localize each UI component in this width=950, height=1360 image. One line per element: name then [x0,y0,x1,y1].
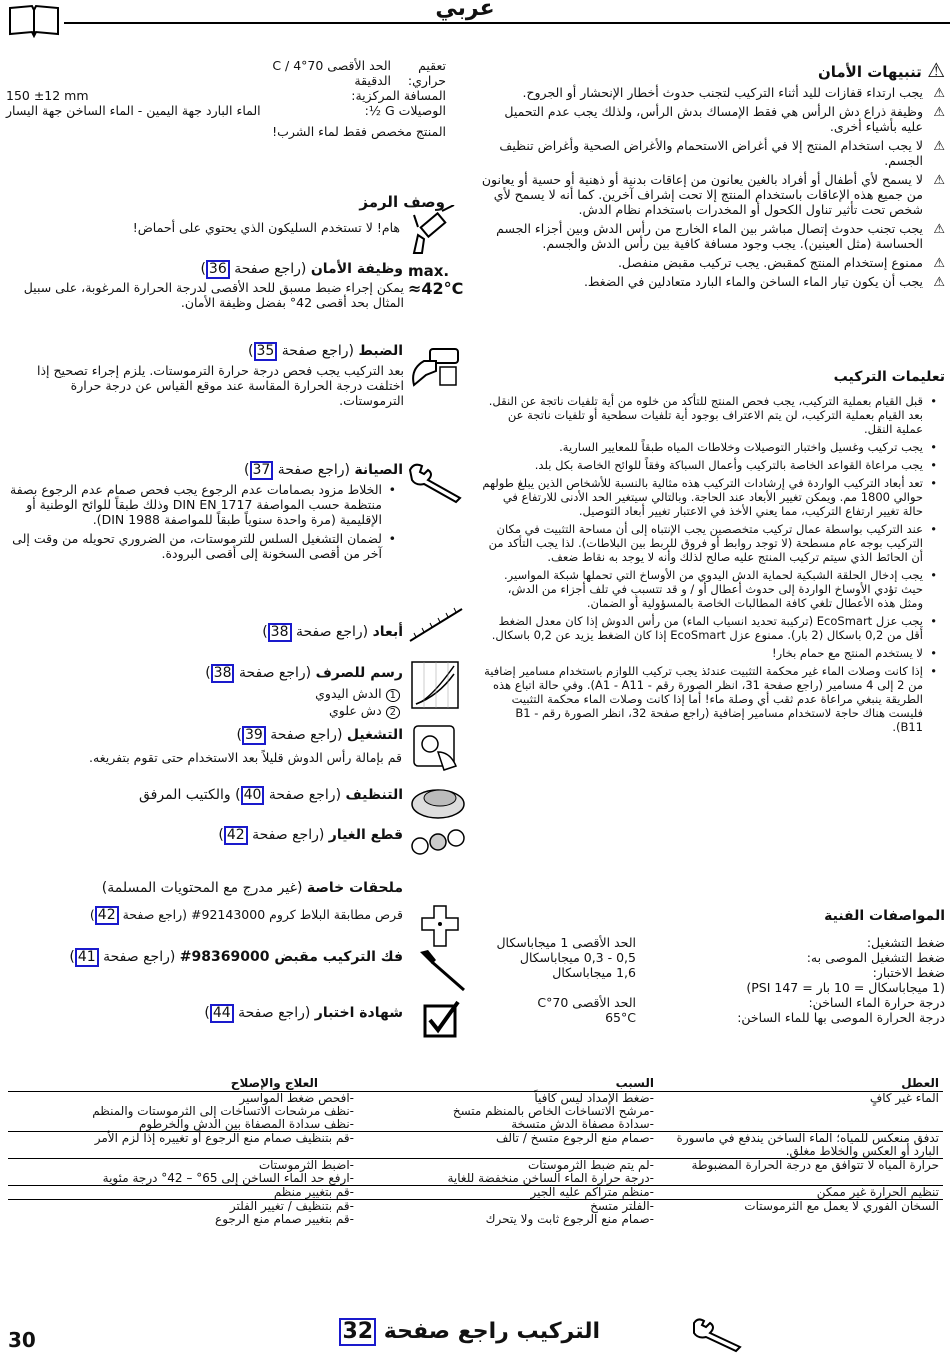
list-item: 1 الدش اليدوي [250,686,400,703]
remedy-cell: -افحص ضغط المواسير [8,1092,358,1106]
dismantle-heading: فك التركيب مقبض 98369000# (راجع صفحة 41) [40,948,403,967]
page-ref-38[interactable]: 38 [268,623,292,642]
ruler-icon [408,605,464,645]
see-page-text: (راجع صفحة [281,343,354,359]
silicone-gun-icon [412,205,456,255]
warning-icon: ⚠ [933,222,945,237]
warning-icon: ⚠ [933,275,945,290]
fault-cell: السخان الفوري لا يعمل مع الثرموستات [658,1200,943,1227]
list-item: • يجب تركيب وغسيل واختبار التوصيلات وخلاطات المياه طبقاً للمعايير السارية. [559,440,937,454]
page-ref-35[interactable]: 35 [254,342,278,361]
warning-icon: ⚠ [933,256,945,271]
list-item: • يجب عزل EcoSmart (تركيبة تحديد انسياب الماء) من رأس الدوش إذا كان معدل الضغط أقل من 0,2 باسكال (2 بار). ممنوع عزل EcoSmart إذا كان الضغط يزيد عن 0,2 باسكال. [491,614,937,642]
spec-row: درجة الحرارة الموصى بها للماء الساخن: 65°C [605,1010,945,1025]
safety-title-row [600,58,945,82]
warning-icon: ⚠ [933,173,945,188]
remedy-cell: -نظف سدادة المصفاة بين الدش والخرطوم [138,1117,354,1131]
table-row [8,1159,943,1173]
page-ref-32[interactable]: 32 [339,1318,376,1346]
checkmark-box-icon [422,1000,462,1040]
list-item: 2 دش علوي [250,703,400,720]
thermostat-adjust-icon [406,345,462,389]
accessories-heading [60,880,403,896]
thermal-label: تعقيم حراري: [407,58,446,88]
list-item: ⚠ لا يسمح لأي أطفال أو أفراد بالغين يعانون من إعاقات بدنية أو ذهنية أو حسية أو يعانون من جميع هذه الإعاقات باستخدام المنتج إلا تحت إشراف آخرين. كما أنه لا يسمح لأي شخص تحت تأثير تناول الكحول أو المخدرات باستخدام نظام الدش. [481,172,945,217]
troubleshooting-table-wrap [8,1075,943,1226]
page-ref-37[interactable]: 37 [250,461,274,480]
specs-table [486,935,945,1025]
see-page-text: (راجع صفحة [122,907,188,922]
adjustment-title: الضبط [358,343,403,359]
cause-cell: -منظم متراكم عليه الجير [358,1186,658,1200]
list-item: ⚠ يجب ارتداء قفازات لليد أثناء التركيب لتجنب حدوث أخطار الإنحشار أو الجروح. [522,85,945,101]
max-temp-value: ≈42°C [408,279,464,298]
list-item: • لا يستخدم المنتج مع حمام بخار! [771,646,937,660]
certificate-heading: شهادة اختبار (راجع صفحة 44) [150,1004,403,1023]
drinking-water-note: المنتج مخصص فقط لماء الشرب! [272,124,446,139]
maintenance-heading: الصيانة (راجع صفحة 37) [150,461,403,480]
distance-value: 150 ±12 mm [6,88,89,103]
maintenance-title: الصيانة [354,462,403,478]
list-item: • يجب إدخال الحلقة الشبكية لحماية الدش اليدوي من الأوساخ التي تحملها شبكة المواسير. حيث تؤدي الأوساخ الواردة إلى حدوث أعطال أو / و قد تتسبب في تلف أجزاء من الدش، ومثل هذه الأعطال تلغي كافة المطالبات الخاصة بالمسؤولية أو الضمان. [503,568,937,610]
specs-title: المواصفات الفنية [824,908,945,924]
cause-cell: -سدادة مصفاة الدش متسخة [511,1117,654,1131]
warning-triangle-icon: ⚠ [927,58,945,82]
page-ref-42-acc[interactable]: 42 [95,906,119,925]
list-item: • لضمان التشغيل السلس للترموستات، من الضروري تحويله من وقت إلى آخر من أقصى السخونة إلى أقصى البرودة. [12,531,396,561]
language-title: عربي [430,0,500,21]
see-page-text: (راجع صفحة [238,665,312,681]
spare-parts-heading: قطع الغيار (راجع صفحة 42) [150,826,403,845]
footer-install-ref [300,1318,600,1346]
column-header-remedy: العلاج والإصلاح [8,1075,358,1092]
screwdriver-icon [416,948,468,994]
accessories-line: قرص مطابقة البلاط كروم 92143000# (راجع صفحة 42) [60,906,403,925]
cause-cell: -صمام منع الرجوع ثابت ولا يتحرك [485,1212,654,1226]
remedy-cell: -نظف مرشحات الاتساخات إلى الثرموستات والمنظم [92,1104,354,1118]
see-page-text: (راجع صفحة [238,1005,311,1021]
remedy-cell: -قم بتنظيف صمام منع الرجوع أو تغييره إذا لزم الأمر [8,1132,358,1159]
connections-value: الماء البارد جهة اليمين - الماء الساخن جهة اليسار [6,103,261,118]
list-item: ⚠ يجب تجنب حدوث إتصال مباشر بين الماء الخارج من رأس الدش وبين أجزاء الجسم الحساسة (مثل العينين). يجب وجود مسافة كافية بين رأس الدش والجسم. [496,221,945,251]
spec-row: ضغط الاختبار: 1,6 ميجاباسكال [552,965,945,980]
list-item: • قبل القيام بعملية التركيب، يجب فحص المنتج للتأكد من خلوه من أية تلفيات ناتجة عن النقل. بعد القيام بعملية التركيب، لن يتم الاعتراف بوجود أية تلفيات سطحية أو تلفيات ناتجة عن عملية النقل. [488,394,937,436]
certificate-title: شهادة اختبار [314,1005,403,1021]
safety-function-heading: وظيفة الأمان (راجع صفحة 36) [150,260,403,279]
list-item: • إذا كانت وصلات الماء غير محكمة التثبيت عندئذ يجب تركيب اللوازم باستخدام مسامير إضافية من 2 إلى 4 مسامير (راجع صفحة 31، انظر الصورة رقم - A1 - A11). وفي حالة اتباع هذه الطريقة ينبغي مراعاة عدم ثقب أي وصلة ماء! أما إذا كانت وصلات الماء محكمة التثبيت فليست هناك حاجة لاستخدام مسامير إضافية (راجع صفحة 32، انظر الصورة رقم B1 - B11). [484,664,937,734]
installation-list [482,394,945,738]
adjustment-heading: الضبط (راجع صفحة 35) [150,342,403,361]
page-ref-41[interactable]: 41 [75,948,99,967]
see-page-text: (راجع صفحة [270,727,343,743]
see-page-text: (راجع صفحة [295,624,369,640]
cause-cell: -صمام منع الرجوع متسخ / تالف [358,1132,658,1159]
adjustment-text: بعد التركيب يجب فحص درجة حرارة الترموستات. يلزم إجراء تصحيح إذا اختلفت درجة الحرارة المقاسة عند موقع القياس عن درجة حرارة الترموستات. [37,363,404,408]
fault-cell: الماء غير كافٍ [658,1092,943,1132]
warning-icon: ⚠ [933,139,945,154]
warning-icon: ⚠ [933,105,945,120]
accessories-title: ملحقات خاصة [306,880,403,896]
see-page-text: (راجع صفحة [252,827,325,843]
book-icon [8,4,60,38]
flow-items [250,686,400,720]
table-row [8,1092,943,1106]
flow-diagram-icon [410,660,460,710]
safety-list [480,85,945,293]
troubleshooting-table [8,1075,943,1226]
list-item: • عند التركيب بواسطة عمال تركيب متخصصين يجب الإنتباه إلى أن مساحة التثبيت في مكان التركيب بوجه عام مسطحة (لا توجد روابط أو فروق للربط بين البلاطات). لذا يجب التأكد من أن الحائط الذي سيتم تركيب المنتج عليه صالح لذلك وأنه لا يوجد به نقاط ضعف. [488,522,937,564]
cause-cell: -درجة حرارة الماء الساخن منخفضة للغاية [447,1171,654,1185]
dismantle-title: فك التركيب مقبض 98369000# [179,949,403,965]
remedy-cell: -قم بتغيير منظم [8,1186,358,1200]
operation-heading: التشغيل (راجع صفحة 39) [150,726,403,745]
remedy-cell: -ارفع حد الماء الساخن إلى 65° – 42° درجة مئوية [102,1171,354,1185]
accessories-subtitle: (غير مدرج مع المحتويات المسلمة) [101,880,303,896]
dimensions-heading: أبعاد (راجع صفحة 38) [150,623,403,642]
page-ref-38-flow[interactable]: 38 [211,664,235,683]
safety-function-text: يمكن إجراء ضبط مسبق للحد الأقصى لدرجة الحرارة المرغوبة، على سبيل المثال بحد أقصى 42° بفضل وظيفة الأمان. [23,280,404,310]
list-item: • الخلاط مزود بصمامات عدم الرجوع يجب فحص صمام عدم الرجوع بصفة منتظمة حسب المواصفة DIN EN 1717 وذلك طبقاً للوائح الوطنية أو الإقليمية (مرة واحدة سنوياً طبقاً للمواصفة DIN 1988). [10,482,396,527]
cleaning-extra: والكتيب المرفق [139,787,231,803]
header-rule [64,22,950,24]
cause-cell: -الفلتر متسخ [358,1200,658,1214]
cause-cell: -ضغط الإمداد ليس كافياً [358,1092,658,1106]
cause-cell: -لم يتم ضبط الثرموستات [358,1159,658,1173]
symbol-desc-title: وصف الرمز [359,193,445,211]
list-item: ⚠ يجب أن يكون تيار الماء الساخن والماء البارد متعادلين في الضغط. [583,274,945,290]
page-ref-39[interactable]: 39 [242,726,266,745]
wrench-footer-icon [690,1315,746,1353]
max-text: max. [408,262,450,280]
remedy-cell: -قم بتغيير صمام منع الرجوع [215,1212,354,1226]
operation-text: قم بإمالة رأس الدوش قليلاً بعد الاستخدام حتى تقوم بتفريغه. [89,750,402,765]
flow-diagram-title: رسم للصرف [315,665,403,681]
warning-icon: ⚠ [933,86,945,101]
wrench-icon [406,460,466,504]
cleaning-heading: التنظيف (راجع صفحة 40) والكتيب المرفق [100,786,403,805]
page-ref-44[interactable]: 44 [210,1004,234,1023]
spare-parts-title: قطع الغيار [328,827,403,843]
see-page-text: (راجع صفحة [268,787,342,803]
list-item: ⚠ لا يجب استخدام المنتج إلا في أغراض الاستحمام والأغراض الصحية وأغراض تنظيف الجسم. [499,138,945,168]
remedy-cell: -قم بتنظيف / تغيير الفلتر [8,1200,358,1214]
remedy-cell: -اضبط الثرموستات [8,1159,358,1173]
accessories-text: قرص مطابقة البلاط كروم 92143000# [191,907,403,922]
dimensions-title: أبعاد [372,624,403,640]
safety-title: تنبيهات الأمان [817,63,922,81]
cleaning-sponge-icon [410,782,466,822]
spare-parts-icon [408,822,470,862]
operation-title: التشغيل [346,727,403,743]
tile-disc-icon [420,904,460,948]
table-row [8,1132,943,1159]
column-header-fault: العطل [658,1075,943,1092]
table-row [8,1200,943,1214]
see-page-text: (راجع صفحة [234,261,307,277]
footer-title: التركيب راجع صفحة [383,1319,600,1344]
list-item: ⚠ ممنوع إستخدام المنتج كمقبض. يجب تركيب مقبض منفصل. [617,255,945,271]
thermal-specs [6,58,446,139]
see-page-text: (راجع صفحة [277,462,350,478]
cause-cell: -مرشح الاتساخات الخاص بالمنظم متسخ [452,1104,654,1118]
distance-label: المسافة المركزية: [351,88,446,103]
see-page-text: (راجع صفحة [103,949,176,965]
fault-cell: حرارة المياه لا تتوافق مع درجة الحرارة المضبوطة [658,1159,943,1186]
page-ref-40[interactable]: 40 [241,786,265,805]
hand-shower-operation-icon [410,722,462,772]
page-ref-36[interactable]: 36 [206,260,230,279]
page-ref-42[interactable]: 42 [224,826,248,845]
cleaning-title: التنظيف [345,787,403,803]
connections-label: الوصيلات G ½: [364,103,446,118]
list-item: • يجب مراعاة القواعد الخاصة بالتركيب وأعمال السباكة وفقاً للوائح الخاصة بكل بلد. [534,458,937,472]
table-row [8,1186,943,1200]
list-item: ⚠ وظيفة ذراع دش الرأس هي فقط الإمساك بدش الرأس، ولذلك يجب عدم التحميل عليه بأشياء أخرى. [504,104,945,134]
thermal-value: الحد الأقصى 70°C / 4 الدقيقة [272,58,392,88]
fault-cell: تدفق منعكس للمياه؛ الماء الساخن يندفع في ماسورة البارد أو العكس والخلاط مغلق. [658,1132,943,1159]
column-header-cause: السبب [358,1075,658,1092]
spec-row: ضغط التشغيل: الحد الأقصى 1 ميجاباسكال [496,935,945,950]
silicone-note: هام! لا تستخدم السليكون الذي يحتوي على أحماض! [132,220,400,235]
spec-row: درجة حرارة الماء الساخن: الحد الأقصى 70°C [537,995,945,1010]
maintenance-list [8,482,404,565]
installation-title: تعليمات التركيب [833,369,945,385]
safety-function-title: وظيفة الأمان [310,261,403,277]
spec-row: (1 ميجاباسكال = 10 بار = 147 PSI) [746,980,945,995]
spec-row: ضغط التشغيل الموصى به: 0,5 - 0,3 ميجاباسكال [519,950,945,965]
fault-cell: تنظيم الحرارة غير ممكن [658,1186,943,1200]
list-item: • تعد أبعاد التركيب الواردة في إرشادات التركيب هذه مثالية بالنسبة للأشخاص الذين يبلغ طولهم حوالي 1800 مم. ويمكن تغيير الأبعاد عند الحاجة. وبالتالي سيتغير الحد الأدنى للارتفاع في حالة تغيير ارتفاع التركيب، مما يعني الأخذ في الاعتبار تغيير أبعاد التوصيل. [482,476,937,518]
page-number: 30 [8,1328,36,1352]
max-temp-label [408,262,468,298]
flow-diagram-heading: رسم للصرف (راجع صفحة 38) [150,664,403,683]
